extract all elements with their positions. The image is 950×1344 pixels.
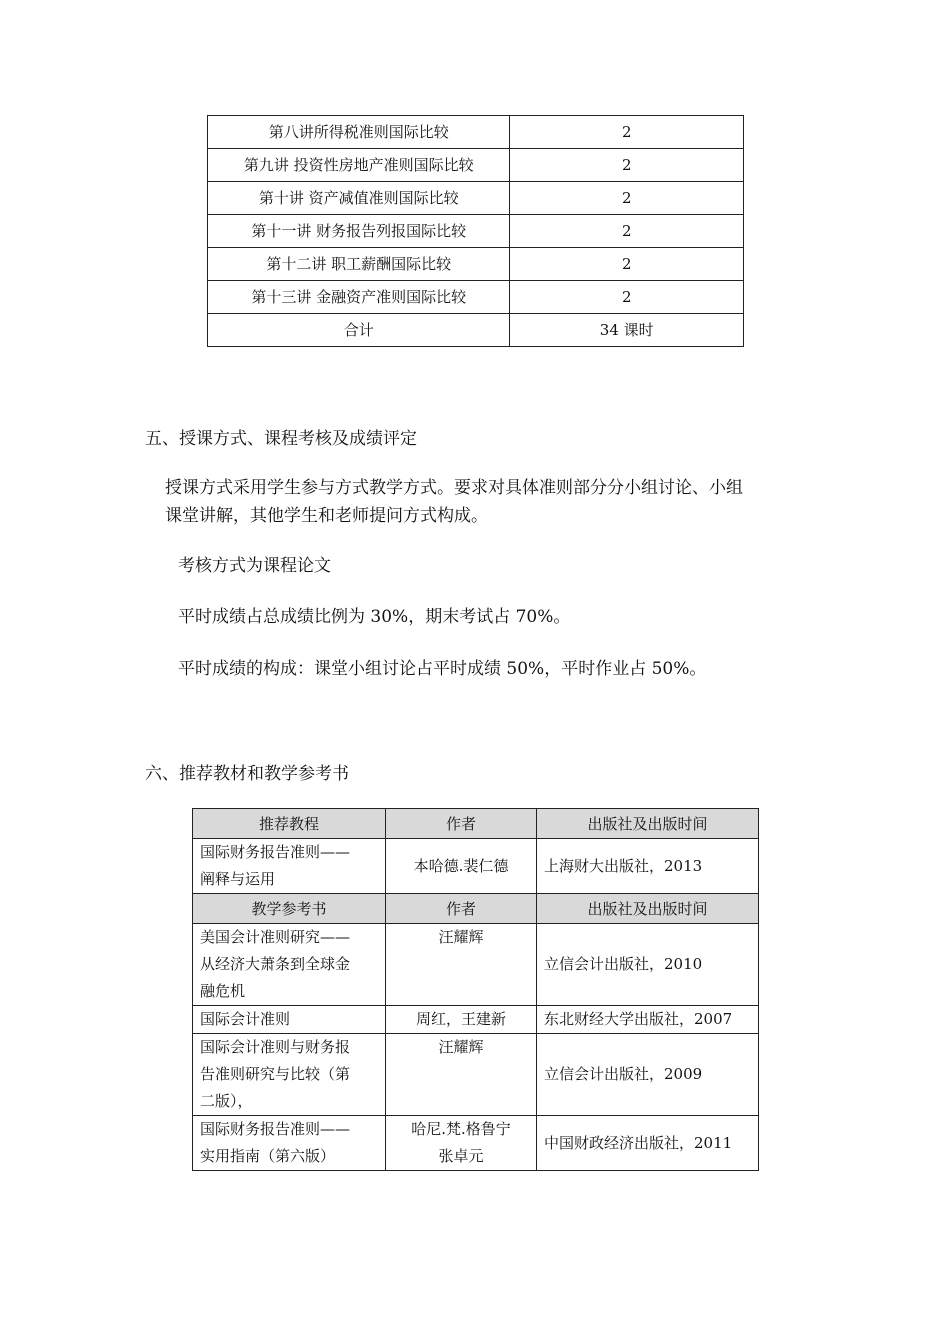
books-table — [192, 808, 759, 1171]
section5-heading: 五、授课方式、课程考核及成绩评定 — [145, 429, 417, 449]
book-title-line: 国际财务报告准则—— — [200, 843, 351, 861]
book-title-line: 美国会计准则研究—— — [200, 928, 351, 946]
book-publisher-cell: 东北财经大学出版社，2007 — [537, 1006, 759, 1034]
table-row — [208, 182, 744, 215]
table-header-row — [193, 894, 759, 924]
hours-cell: 2 — [510, 182, 744, 215]
total-label-cell: 合计 — [208, 314, 510, 347]
book-title-line: 二版）， — [200, 1092, 253, 1110]
topic-cell: 第九讲 投资性房地产准则国际比较 — [208, 149, 510, 182]
book-title-cell — [193, 1034, 386, 1116]
header-author: 作者 — [386, 809, 537, 839]
book-title-line: 融危机 — [200, 982, 246, 1000]
book-title-cell — [193, 839, 386, 894]
book-title-line: 国际会计准则与财务报 — [200, 1038, 351, 1056]
topic-cell: 第十一讲 财务报告列报国际比较 — [208, 215, 510, 248]
book-author-cell — [386, 1116, 537, 1171]
table-row — [193, 1034, 759, 1116]
book-title-line: 实用指南（第六版） — [200, 1147, 336, 1165]
course-hours-table — [207, 115, 744, 347]
header-publisher: 出版社及出版时间 — [537, 809, 759, 839]
hours-cell: 2 — [510, 149, 744, 182]
book-publisher-cell: 中国财政经济出版社，2011 — [537, 1116, 759, 1171]
book-title-cell — [193, 1116, 386, 1171]
header-publisher: 出版社及出版时间 — [537, 894, 759, 924]
book-title-line: 告准则研究与比较（第 — [200, 1065, 351, 1083]
book-publisher-cell: 立信会计出版社，2009 — [537, 1034, 759, 1116]
section5-para2: 考核方式为课程论文 — [178, 556, 331, 576]
book-author-cell: 本哈德.裴仁德 — [386, 839, 537, 894]
book-author-cell: 汪耀辉 — [386, 924, 537, 1006]
hours-cell: 2 — [510, 281, 744, 314]
book-publisher-cell: 立信会计出版社，2010 — [537, 924, 759, 1006]
section5-para4: 平时成绩的构成：课堂小组讨论占平时成绩 50%，平时作业占 50%。 — [178, 659, 707, 679]
topic-cell: 第十讲 资产减值准则国际比较 — [208, 182, 510, 215]
table-row — [208, 281, 744, 314]
book-author-cell: 汪耀辉 — [386, 1034, 537, 1116]
book-title-line: 从经济大萧条到全球金 — [200, 955, 351, 973]
header-textbook: 推荐教程 — [193, 809, 386, 839]
table-row-total — [208, 314, 744, 347]
topic-cell: 第十二讲 职工薪酬国际比较 — [208, 248, 510, 281]
table-row — [208, 116, 744, 149]
topic-cell: 第八讲所得税准则国际比较 — [208, 116, 510, 149]
topic-cell: 第十三讲 金融资产准则国际比较 — [208, 281, 510, 314]
header-reference: 教学参考书 — [193, 894, 386, 924]
table-row — [208, 215, 744, 248]
author-line: 张卓元 — [438, 1147, 484, 1165]
table-row — [193, 1116, 759, 1171]
book-publisher-cell: 上海财大出版社，2013 — [537, 839, 759, 894]
book-author-cell: 周红，王建新 — [386, 1006, 537, 1034]
table-row — [193, 1006, 759, 1034]
book-title-line: 国际财务报告准则—— — [200, 1120, 351, 1138]
hours-cell: 2 — [510, 116, 744, 149]
total-hours-cell: 34 课时 — [510, 314, 744, 347]
book-title-line: 阐释与运用 — [200, 870, 276, 888]
author-line: 哈尼.梵.格鲁宁 — [411, 1120, 511, 1138]
book-title-cell — [193, 924, 386, 1006]
hours-cell: 2 — [510, 215, 744, 248]
hours-cell: 2 — [510, 248, 744, 281]
section5-para1-line2: 课堂讲解，其他学生和老师提问方式构成。 — [165, 506, 488, 526]
header-author: 作者 — [386, 894, 537, 924]
book-title-cell: 国际会计准则 — [193, 1006, 386, 1034]
section5-para1-line1: 授课方式采用学生参与方式教学方式。要求对具体准则部分分小组讨论、小组 — [165, 478, 743, 498]
table-row — [208, 149, 744, 182]
table-header-row — [193, 809, 759, 839]
section6-heading: 六、推荐教材和教学参考书 — [145, 764, 349, 784]
table-row — [193, 924, 759, 1006]
section5-para3: 平时成绩占总成绩比例为 30%，期末考试占 70%。 — [178, 607, 571, 627]
table-row — [208, 248, 744, 281]
table-row — [193, 839, 759, 894]
